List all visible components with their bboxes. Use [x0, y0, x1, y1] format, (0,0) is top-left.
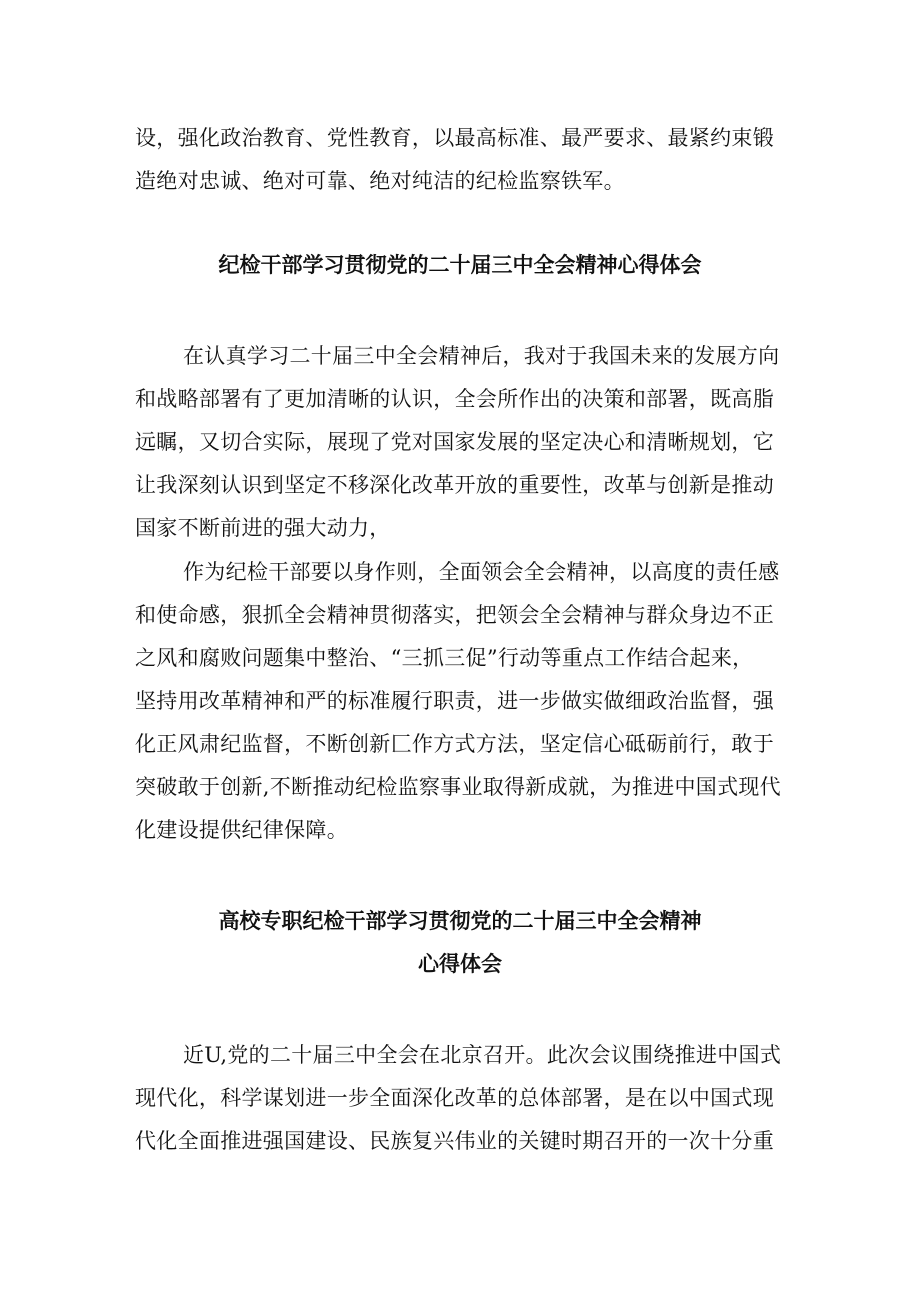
- section1-p2-line-7: 化建设提供纪律保障。: [135, 818, 348, 842]
- section2-p1-line-1: 近U,党的二十届三中全会在北京召开。此次会议围绕推进中国式: [183, 1043, 782, 1067]
- section1-p1-line-5: 国家不断前进的强大动力，: [135, 516, 391, 540]
- section1-p2-line-4: 坚持用改革精神和严的标准履行职责，进一步做实做细政治监督，强: [135, 689, 774, 713]
- section1-title: 纪检干部学习贯彻党的二十届三中全会精神心得体会: [218, 253, 702, 277]
- section1-p1-line-2: 和战略部署有了更加清晰的认识，全会所作出的决策和部署，既高脂: [135, 387, 774, 411]
- section1-p1-line-3: 远瞩，又切合实际，展现了党对国家发展的坚定决心和清晰规划，它: [135, 430, 774, 454]
- section1-p1-line-1: 在认真学习二十届三中全会精神后，我对于我国未来的发展方向: [183, 344, 780, 368]
- section2-p1-line-2: 现代化，科学谋划进一步全面深化改革的总体部署，是在以中国式现: [135, 1086, 774, 1110]
- section1-p2-line-6: 突破敢于创新,不断推动纪检监察事业取得新成就，为推进中国式现代: [135, 775, 781, 799]
- intro-line-1: 设，强化政治教育、党性教育，以最高标准、最严要求、最紧约束锻: [135, 126, 774, 150]
- section2-p1-line-3: 代化全面推进强国建设、民族复兴伟业的关键时期召开的一次十分重: [135, 1129, 774, 1153]
- section1-p2-line-2: 和使命感，狠抓全会精神贯彻落实，把领会全会精神与群众身边不正: [135, 603, 774, 627]
- section1-p2-line-3: 之风和腐败问题集中整治、“三抓三促”行动等重点工作结合起来，: [135, 646, 754, 670]
- section2-title-line-1: 高校专职纪检干部学习贯彻党的二十届三中全会精神: [218, 909, 702, 933]
- section1-p2-line-1: 作为纪检干部要以身作则，全面领会全会精神，以高度的责任感: [183, 560, 780, 584]
- section2-title-line-2: 心得体会: [418, 952, 502, 976]
- section1-p2-line-5: 化正风肃纪监督，不断创新匚作方式方法，坚定信心砥砺前行，敢于: [135, 732, 774, 756]
- section1-p1-line-4: 让我深刻认识到坚定不移深化改革开放的重要性，改革与创新是推动: [135, 473, 774, 497]
- intro-line-2: 造绝对忠诚、绝对可靠、绝对纯洁的纪检监察铁军。: [135, 169, 625, 193]
